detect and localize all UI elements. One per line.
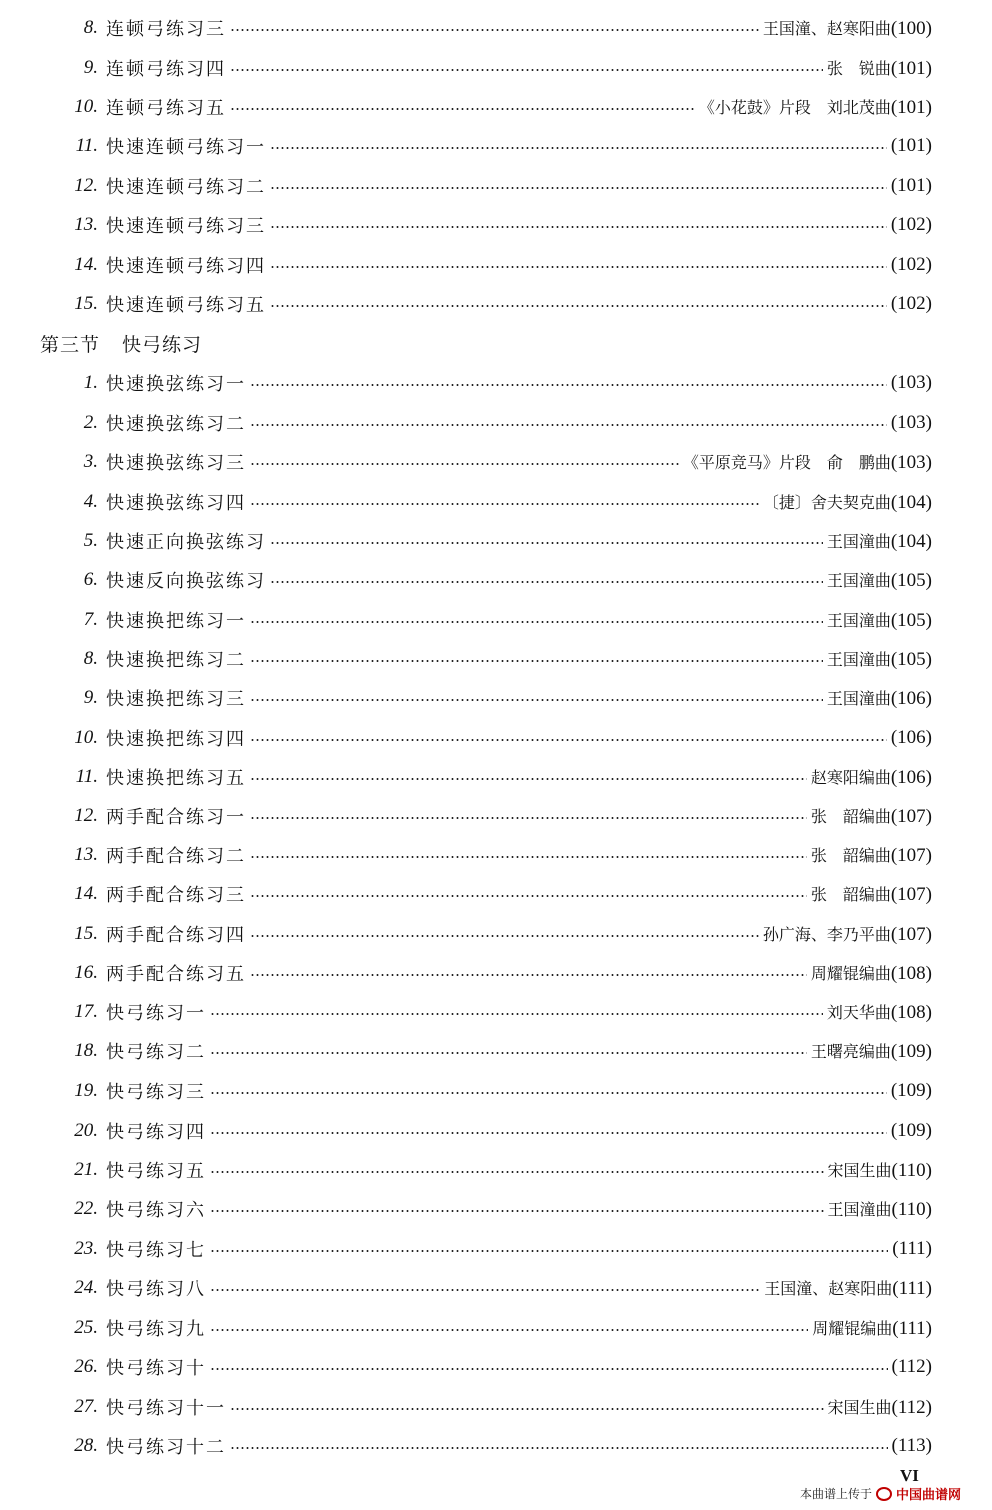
- entry-composer: 张 韶编曲: [810, 846, 891, 865]
- page-number-mark: VI: [900, 1466, 919, 1485]
- entry-page: (102): [890, 214, 932, 235]
- entry-title: 快弓练习十一: [106, 1398, 226, 1419]
- dot-leader: [270, 581, 823, 583]
- entry-title: 快速连顿弓练习二: [106, 177, 266, 198]
- dot-leader: [250, 778, 807, 780]
- toc-row[interactable]: [60, 1393, 932, 1421]
- entry-number: 7.: [83, 609, 98, 630]
- entry-number: 8.: [83, 17, 98, 38]
- dot-leader: [250, 817, 807, 819]
- entry-page: (109): [890, 1041, 932, 1062]
- entry-number: 13.: [74, 844, 98, 865]
- entry-number: 6.: [83, 569, 98, 590]
- entry-composer: 张 韶编曲: [810, 885, 891, 904]
- entry-page: (111): [892, 1278, 932, 1299]
- toc-row[interactable]: [60, 959, 932, 987]
- toc-row[interactable]: [60, 1314, 932, 1342]
- dot-leader: [250, 621, 823, 623]
- dot-leader: [230, 1447, 888, 1449]
- entry-composer: 王国潼、赵寒阳曲: [762, 19, 891, 38]
- entry-number: 5.: [83, 530, 98, 551]
- toc-row[interactable]: [60, 684, 932, 712]
- toc-row[interactable]: [60, 566, 932, 594]
- entry-page: (106): [890, 767, 932, 788]
- entry-page: (108): [890, 1002, 932, 1023]
- dot-leader: [230, 69, 823, 71]
- entry-number: 17.: [74, 1001, 98, 1022]
- entry-page: (107): [890, 884, 932, 905]
- entry-number: 15.: [74, 293, 98, 314]
- entry-title: 快速换弦练习一: [106, 374, 246, 395]
- entry-number: 25.: [74, 1317, 98, 1338]
- entry-title: 快速换把练习四: [106, 729, 246, 750]
- toc-row[interactable]: [60, 527, 932, 555]
- entry-number: 9.: [83, 687, 98, 708]
- entry-number: 3.: [83, 451, 98, 472]
- section-title: 快弓练习: [122, 334, 203, 356]
- entry-number: 24.: [74, 1277, 98, 1298]
- toc-row[interactable]: [60, 409, 932, 437]
- entry-title: 快速换把练习五: [106, 768, 246, 789]
- site-logo-icon: [876, 1487, 892, 1501]
- dot-leader: [230, 108, 695, 110]
- entry-page: (104): [890, 531, 932, 552]
- entry-number: 23.: [74, 1238, 98, 1259]
- entry-number: 4.: [83, 491, 98, 512]
- toc-row[interactable]: [60, 448, 932, 476]
- entry-title: 快速换把练习二: [106, 650, 246, 671]
- upload-text: 本曲谱上传于: [800, 1487, 873, 1501]
- entry-page: (109): [890, 1120, 932, 1141]
- entry-number: 9.: [83, 57, 98, 78]
- entry-number: 13.: [74, 214, 98, 235]
- entry-composer: 宋国生曲: [827, 1161, 892, 1180]
- dot-leader: [270, 187, 887, 189]
- entry-title: 快速换把练习三: [106, 689, 246, 710]
- dot-leader: [270, 542, 823, 544]
- entry-number: 11.: [75, 766, 98, 787]
- entry-composer: 孙广海、李乃平曲: [762, 925, 891, 944]
- entry-page: (106): [890, 688, 932, 709]
- entry-number: 22.: [74, 1198, 98, 1219]
- entry-composer: 宋国生曲: [827, 1398, 892, 1417]
- entry-composer: 《平原竞马》片段 俞 鹏曲: [682, 453, 891, 472]
- entry-page: (112): [891, 1397, 932, 1418]
- entry-composer: 《小花鼓》片段 刘北茂曲: [698, 98, 891, 117]
- entry-number: 28.: [74, 1435, 98, 1456]
- entry-number: 21.: [74, 1159, 98, 1180]
- toc-row[interactable]: [60, 1353, 932, 1381]
- entry-title: 快弓练习三: [106, 1082, 206, 1103]
- dot-leader: [250, 856, 807, 858]
- dot-leader: [270, 266, 887, 268]
- entry-title: 快速连顿弓练习三: [106, 216, 266, 237]
- entry-composer: 张 韶编曲: [810, 807, 891, 826]
- upload-watermark: [800, 1484, 961, 1503]
- entry-number: 2.: [83, 412, 98, 433]
- site-name[interactable]: 中国曲谱网: [896, 1488, 962, 1503]
- toc-row[interactable]: [60, 1077, 932, 1105]
- dot-leader: [270, 305, 887, 307]
- entry-title: 连顿弓练习三: [106, 19, 226, 40]
- entry-composer: 张 锐曲: [826, 59, 891, 78]
- entry-number: 26.: [74, 1356, 98, 1377]
- entry-title: 快速换把练习一: [106, 611, 246, 632]
- dot-leader: [210, 1092, 887, 1094]
- entry-composer: 周耀锟编曲: [810, 964, 891, 983]
- entry-page: (108): [890, 963, 932, 984]
- entry-title: 两手配合练习一: [106, 807, 246, 828]
- entry-composer: 王曙亮编曲: [810, 1042, 891, 1061]
- dot-leader: [210, 1250, 888, 1252]
- entry-page: (111): [892, 1318, 932, 1339]
- toc-row[interactable]: [60, 172, 932, 200]
- toc-row[interactable]: [60, 1432, 932, 1460]
- entry-title: 快弓练习一: [106, 1003, 206, 1024]
- entry-page: (103): [890, 452, 932, 473]
- entry-page: (106): [890, 727, 932, 748]
- entry-composer: 王国潼曲: [826, 689, 891, 708]
- entry-page: (104): [890, 492, 932, 513]
- entry-number: 14.: [74, 254, 98, 275]
- dot-leader: [210, 1210, 824, 1212]
- section-label: 第三节: [40, 334, 101, 356]
- toc-row[interactable]: [60, 841, 932, 869]
- entry-page: (101): [890, 175, 932, 196]
- dot-leader: [210, 1368, 888, 1370]
- toc-row[interactable]: [60, 802, 932, 830]
- entry-number: 11.: [75, 135, 98, 156]
- toc-row[interactable]: [60, 488, 932, 516]
- entry-composer: 王国潼曲: [827, 1200, 892, 1219]
- toc-row[interactable]: [60, 132, 932, 160]
- dot-leader: [230, 1408, 824, 1410]
- entry-page: (110): [891, 1199, 932, 1220]
- entry-page: (102): [890, 293, 932, 314]
- dot-leader: [250, 935, 759, 937]
- dot-leader: [210, 1132, 887, 1134]
- entry-composer: 赵寒阳编曲: [810, 768, 891, 787]
- dot-leader: [230, 29, 759, 31]
- entry-composer: 王国潼曲: [826, 571, 891, 590]
- entry-number: 10.: [74, 727, 98, 748]
- toc-row[interactable]: [60, 14, 932, 42]
- entry-composer: 王国潼曲: [826, 611, 891, 630]
- dot-leader: [250, 895, 807, 897]
- entry-page: (102): [890, 254, 932, 275]
- entry-title: 连顿弓练习四: [106, 59, 226, 80]
- section-heading[interactable]: [40, 330, 202, 358]
- dot-leader: [250, 384, 887, 386]
- entry-title: 快速连顿弓练习四: [106, 256, 266, 277]
- entry-number: 15.: [74, 923, 98, 944]
- entry-page: (107): [890, 924, 932, 945]
- dot-leader: [210, 1052, 807, 1054]
- dot-leader: [250, 503, 759, 505]
- toc-row[interactable]: [60, 290, 932, 318]
- toc-row[interactable]: [60, 211, 932, 239]
- entry-title: 快速换弦练习四: [106, 493, 246, 514]
- entry-composer: 〔捷〕舍夫契克曲: [762, 493, 891, 512]
- entry-page: (101): [890, 58, 932, 79]
- entry-number: 8.: [83, 648, 98, 669]
- dot-leader: [210, 1013, 823, 1015]
- toc-row[interactable]: [60, 606, 932, 634]
- entry-title: 快速反向换弦练习: [106, 571, 266, 592]
- entry-page: (110): [891, 1160, 932, 1181]
- entry-number: 27.: [74, 1396, 98, 1417]
- entry-number: 18.: [74, 1040, 98, 1061]
- entry-page: (100): [890, 18, 932, 39]
- entry-composer: 王国潼、赵寒阳曲: [764, 1279, 893, 1298]
- entry-number: 20.: [74, 1120, 98, 1141]
- toc-row[interactable]: [60, 1274, 932, 1302]
- entry-title: 快弓练习九: [106, 1319, 206, 1340]
- entry-page: (105): [890, 610, 932, 631]
- entry-composer: 王国潼曲: [826, 532, 891, 551]
- toc-row[interactable]: [60, 1195, 932, 1223]
- entry-page: (101): [890, 135, 932, 156]
- dot-leader: [250, 463, 679, 465]
- dot-leader: [270, 226, 887, 228]
- entry-title: 两手配合练习二: [106, 846, 246, 867]
- entry-title: 两手配合练习三: [106, 885, 246, 906]
- dot-leader: [210, 1289, 760, 1291]
- entry-title: 快弓练习七: [106, 1240, 206, 1261]
- entry-title: 快速换弦练习三: [106, 453, 246, 474]
- entry-composer: 周耀锟编曲: [812, 1319, 893, 1338]
- entry-title: 快速正向换弦练习: [106, 532, 266, 553]
- toc-row[interactable]: [60, 1117, 932, 1145]
- entry-title: 连顿弓练习五: [106, 98, 226, 119]
- entry-title: 快速换弦练习二: [106, 414, 246, 435]
- entry-title: 快弓练习二: [106, 1042, 206, 1063]
- toc-row[interactable]: [60, 1037, 932, 1065]
- toc-row[interactable]: [60, 1235, 932, 1263]
- entry-page: (101): [890, 97, 932, 118]
- dot-leader: [250, 699, 823, 701]
- entry-title: 快弓练习十二: [106, 1437, 226, 1458]
- entry-page: (105): [890, 570, 932, 591]
- entry-title: 快速连顿弓练习五: [106, 295, 266, 316]
- entry-composer: 刘天华曲: [826, 1003, 891, 1022]
- entry-title: 快弓练习五: [106, 1161, 206, 1182]
- entry-page: (107): [890, 806, 932, 827]
- entry-page: (111): [892, 1238, 932, 1259]
- toc-row[interactable]: [60, 920, 932, 948]
- entry-page: (103): [890, 372, 932, 393]
- entry-number: 19.: [74, 1080, 98, 1101]
- dot-leader: [250, 739, 887, 741]
- dot-leader: [250, 974, 807, 976]
- entry-page: (109): [890, 1080, 932, 1101]
- toc-row[interactable]: [60, 880, 932, 908]
- toc-row[interactable]: [60, 763, 932, 791]
- entry-page: (103): [890, 412, 932, 433]
- entry-title: 两手配合练习四: [106, 925, 246, 946]
- entry-title: 两手配合练习五: [106, 964, 246, 985]
- entry-page: (107): [890, 845, 932, 866]
- entry-number: 12.: [74, 805, 98, 826]
- toc-row[interactable]: [60, 724, 932, 752]
- entry-number: 12.: [74, 175, 98, 196]
- entry-number: 16.: [74, 962, 98, 983]
- dot-leader: [250, 660, 823, 662]
- toc-row[interactable]: [60, 369, 932, 397]
- toc-row[interactable]: [60, 251, 932, 279]
- toc-row[interactable]: [60, 998, 932, 1026]
- dot-leader: [250, 424, 887, 426]
- entry-title: 快弓练习十: [106, 1358, 206, 1379]
- entry-title: 快弓练习六: [106, 1200, 206, 1221]
- toc-row[interactable]: [60, 645, 932, 673]
- toc-row[interactable]: [60, 54, 932, 82]
- dot-leader: [210, 1329, 808, 1331]
- entry-page: (105): [890, 649, 932, 670]
- toc-row[interactable]: [60, 1156, 932, 1184]
- entry-number: 10.: [74, 96, 98, 117]
- entry-composer: 王国潼曲: [826, 650, 891, 669]
- dot-leader: [270, 147, 887, 149]
- entry-page: (113): [891, 1435, 932, 1456]
- entry-title: 快弓练习四: [106, 1122, 206, 1143]
- entry-number: 14.: [74, 883, 98, 904]
- entry-title: 快弓练习八: [106, 1279, 206, 1300]
- entry-page: (112): [891, 1356, 932, 1377]
- entry-number: 1.: [83, 372, 98, 393]
- entry-title: 快速连顿弓练习一: [106, 137, 266, 158]
- dot-leader: [210, 1171, 824, 1173]
- toc-row[interactable]: [60, 93, 932, 121]
